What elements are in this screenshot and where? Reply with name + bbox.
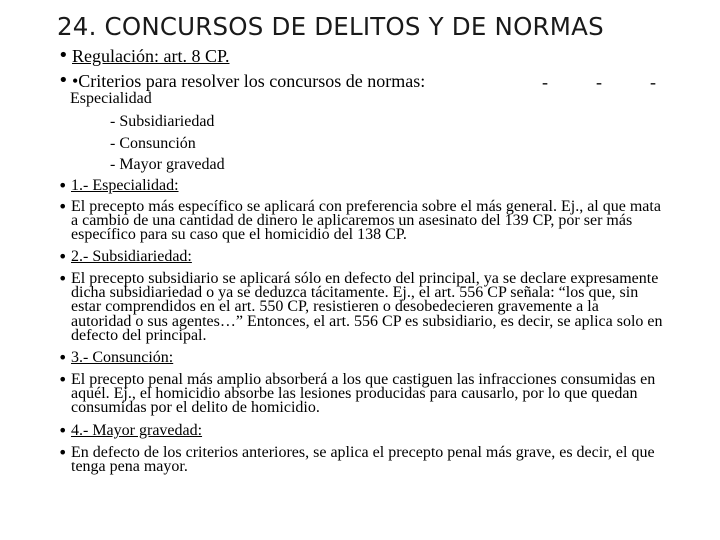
slide-title: 24. CONCURSOS DE DELITOS Y DE NORMAS [57, 12, 604, 41]
heading-especialidad: 1.- Especialidad: [71, 177, 179, 194]
bullet-paragraph-1 [58, 197, 663, 244]
bullet-icon: • [58, 421, 68, 440]
dash-marker: - [650, 72, 656, 92]
especialidad-label: Especialidad [70, 90, 152, 107]
paragraph-subsidiariedad: El precepto subsidiario se aplicará sólo en defecto del principal, ya se declare expresamente dicha subsidiariedad o ya se deduzca tácitamente. Ej., el art. 556 CP señala: “los que, sin estar comprendidos en el art. 550 CP, resistieren o desobedecieren gravemente a la autoridad o sus agentes…” Entonces, el art. 556 CP es subsidiario, es decir, se aplica solo en defecto del principal. [71, 270, 663, 344]
heading-subsidiariedad: 2.- Subsidiariedad: [71, 248, 192, 265]
paragraph-especialidad: El precepto más específico se aplicará con preferencia sobre el más general. Ej., al que mata a cambio de una cantidad de dinero le aplicaremos un asesinato del 139 CP, por ser más específico para su caso que el homicidio del 138 CP. [71, 198, 661, 244]
sub-item-mayor-gravedad: - Mayor gravedad [110, 156, 225, 173]
heading-mayor-gravedad: 4.- Mayor gravedad: [71, 422, 203, 439]
bullet-regulacion [58, 47, 698, 65]
bullet-icon: • [58, 269, 68, 288]
bullet-icon: • [58, 197, 68, 216]
sub-item-subsidiariedad: - Subsidiariedad [110, 113, 215, 130]
bullet-paragraph-2 [58, 269, 663, 344]
bullet-icon: • [58, 70, 69, 91]
bullet-icon: • [58, 370, 68, 389]
dash-marker: - [542, 72, 548, 92]
bullet-heading-2 [58, 247, 698, 266]
bullet-icon: • [58, 247, 68, 266]
heading-consuncion: 3.- Consunción: [71, 349, 174, 366]
bullet-icon: • [58, 348, 68, 367]
paragraph-mayor-gravedad: En defecto de los criterios anteriores, se aplica el precepto penal más grave, es decir, el que tenga pena mayor. [71, 444, 655, 476]
dash-marker: - [596, 72, 602, 92]
bullet-icon: • [58, 45, 69, 66]
bullet-paragraph-4 [58, 443, 663, 476]
sub-item-consuncion: - Consunción [110, 135, 196, 152]
bullet-heading-4 [58, 421, 698, 440]
bullet-heading-3 [58, 348, 698, 367]
paragraph-consuncion: El precepto penal más amplio absorberá a los que castiguen las infracciones consumidas en aquél. Ej., el homicidio absorbe las lesiones producidas para causarlo, por lo que quedan consumidas por el delito de homicidio. [71, 371, 656, 417]
regulacion-text: Regulación: art. 8 CP. [72, 46, 230, 66]
bullet-heading-1 [58, 176, 698, 195]
bullet-icon: • [58, 176, 68, 195]
criterios-text: •Criterios para resolver los concursos de normas: [72, 71, 426, 91]
bullet-icon: • [58, 443, 68, 462]
bullet-paragraph-3 [58, 370, 663, 417]
bullet-criterios [58, 72, 698, 90]
